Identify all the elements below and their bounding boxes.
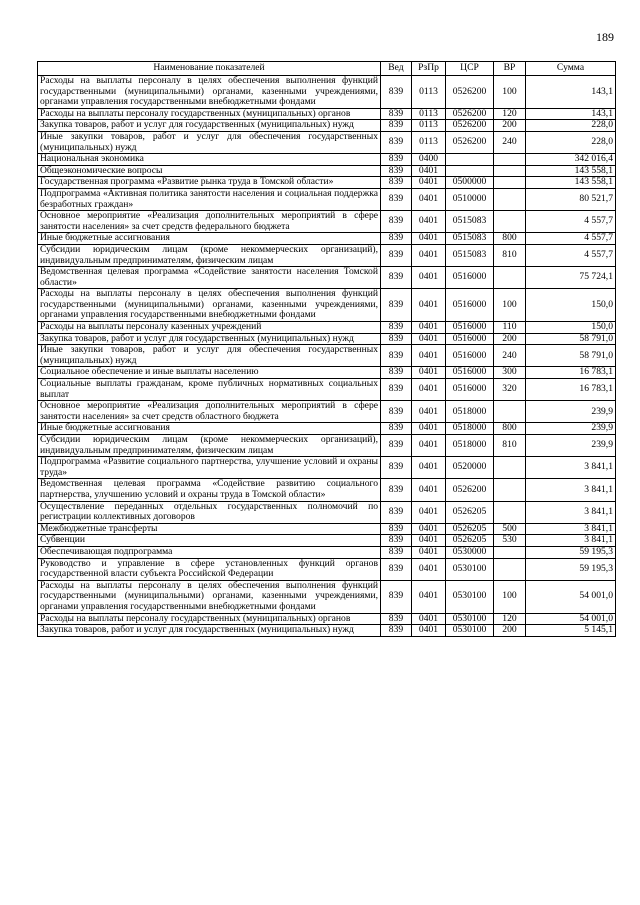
table-row (38, 345, 616, 367)
row-rzpr: 0401 (412, 423, 446, 435)
row-rzpr: 0401 (412, 379, 446, 401)
row-csr: 0500000 (446, 177, 494, 189)
row-name: Обеспечивающая подпрограмма (38, 546, 381, 558)
row-ved: 839 (381, 165, 412, 177)
row-csr: 0520000 (446, 457, 494, 479)
row-csr: 0518000 (446, 401, 494, 423)
row-csr: 0526205 (446, 501, 494, 523)
row-name: Закупка товаров, работ и услуг для государственных (муниципальных) нужд (38, 120, 381, 132)
table-row (38, 423, 616, 435)
row-ved: 839 (381, 580, 412, 613)
row-sum: 80 521,7 (526, 188, 616, 210)
row-rzpr: 0401 (412, 457, 446, 479)
row-vr: 200 (494, 625, 526, 637)
row-ved: 839 (381, 333, 412, 345)
table-row (38, 580, 616, 613)
row-rzpr: 0401 (412, 244, 446, 266)
table-row (38, 267, 616, 289)
row-ved: 839 (381, 244, 412, 266)
row-ved: 839 (381, 625, 412, 637)
header-vr: ВР (494, 62, 526, 76)
row-csr: 0518000 (446, 435, 494, 457)
row-rzpr: 0401 (412, 523, 446, 535)
row-rzpr: 0401 (412, 177, 446, 189)
header-sum: Сумма (526, 62, 616, 76)
row-ved: 839 (381, 322, 412, 334)
row-csr: 0518000 (446, 423, 494, 435)
row-rzpr: 0113 (412, 108, 446, 120)
row-sum: 143,1 (526, 108, 616, 120)
table-row (38, 401, 616, 423)
row-vr (494, 501, 526, 523)
row-vr (494, 211, 526, 233)
row-vr: 530 (494, 535, 526, 547)
row-csr: 0526205 (446, 535, 494, 547)
table-row (38, 289, 616, 322)
row-sum: 3 841,1 (526, 535, 616, 547)
page-number: 189 (596, 30, 614, 44)
row-csr: 0530100 (446, 580, 494, 613)
row-rzpr: 0401 (412, 367, 446, 379)
row-sum: 228,0 (526, 120, 616, 132)
row-rzpr: 0113 (412, 76, 446, 109)
table-body (38, 76, 616, 637)
row-vr: 120 (494, 613, 526, 625)
row-vr (494, 165, 526, 177)
row-sum: 16 783,1 (526, 367, 616, 379)
row-ved: 839 (381, 479, 412, 501)
row-csr: 0526200 (446, 76, 494, 109)
row-vr (494, 546, 526, 558)
row-sum: 228,0 (526, 131, 616, 153)
table-row (38, 367, 616, 379)
row-vr: 100 (494, 76, 526, 109)
header-rzpr: РзПр (412, 62, 446, 76)
row-csr: 0516000 (446, 289, 494, 322)
row-name: Общеэкономические вопросы (38, 165, 381, 177)
row-vr: 800 (494, 423, 526, 435)
row-sum: 3 841,1 (526, 479, 616, 501)
row-ved: 839 (381, 613, 412, 625)
row-csr: 0516000 (446, 333, 494, 345)
row-name: Подпрограмма «Активная политика занятости населения и социальная поддержка безработных граждан» (38, 188, 381, 210)
row-csr: 0530100 (446, 625, 494, 637)
row-name: Расходы на выплаты персоналу в целях обеспечения выполнения функций государственными (муниципальными) органами, казенными учреждениями, органами управления государственными внебюджетными фондами (38, 76, 381, 109)
table-row (38, 244, 616, 266)
row-vr: 300 (494, 367, 526, 379)
row-ved: 839 (381, 546, 412, 558)
row-vr: 240 (494, 345, 526, 367)
table-row (38, 211, 616, 233)
row-vr (494, 154, 526, 166)
table-row (38, 379, 616, 401)
row-name: Национальная экономика (38, 154, 381, 166)
row-sum: 143 558,1 (526, 177, 616, 189)
row-vr: 500 (494, 523, 526, 535)
row-sum: 16 783,1 (526, 379, 616, 401)
row-csr: 0516000 (446, 267, 494, 289)
row-ved: 839 (381, 367, 412, 379)
row-vr (494, 177, 526, 189)
table-row (38, 322, 616, 334)
table-row (38, 154, 616, 166)
row-sum: 239,9 (526, 401, 616, 423)
row-ved: 839 (381, 501, 412, 523)
row-vr: 240 (494, 131, 526, 153)
row-sum: 5 145,1 (526, 625, 616, 637)
row-vr (494, 479, 526, 501)
row-name: Закупка товаров, работ и услуг для государственных (муниципальных) нужд (38, 333, 381, 345)
table-row (38, 131, 616, 153)
row-ved: 839 (381, 131, 412, 153)
row-vr (494, 457, 526, 479)
row-sum: 3 841,1 (526, 457, 616, 479)
table-row (38, 120, 616, 132)
row-sum: 150,0 (526, 289, 616, 322)
table-row (38, 188, 616, 210)
table-row (38, 523, 616, 535)
row-csr: 0526205 (446, 523, 494, 535)
row-rzpr: 0401 (412, 625, 446, 637)
table-row (38, 108, 616, 120)
row-rzpr: 0401 (412, 188, 446, 210)
table-row (38, 613, 616, 625)
row-name: Осуществление переданных отдельных государственных полномочий по регистрации коллективных договоров (38, 501, 381, 523)
row-name: Иные закупки товаров, работ и услуг для обеспечения государственных (муниципальных) нужд (38, 345, 381, 367)
table-row (38, 76, 616, 109)
row-ved: 839 (381, 457, 412, 479)
row-sum: 239,9 (526, 435, 616, 457)
row-ved: 839 (381, 267, 412, 289)
row-vr: 110 (494, 322, 526, 334)
row-name: Социальные выплаты гражданам, кроме публичных нормативных социальных выплат (38, 379, 381, 401)
row-name: Ведомственная целевая программа «Содействие занятости населения Томской области» (38, 267, 381, 289)
row-ved: 839 (381, 120, 412, 132)
row-ved: 839 (381, 76, 412, 109)
row-vr: 810 (494, 244, 526, 266)
row-ved: 839 (381, 188, 412, 210)
row-sum: 75 724,1 (526, 267, 616, 289)
row-sum: 3 841,1 (526, 523, 616, 535)
row-ved: 839 (381, 379, 412, 401)
row-sum: 239,9 (526, 423, 616, 435)
table-row (38, 177, 616, 189)
row-rzpr: 0401 (412, 345, 446, 367)
row-csr: 0515083 (446, 244, 494, 266)
row-rzpr: 0401 (412, 333, 446, 345)
row-sum: 3 841,1 (526, 501, 616, 523)
row-csr: 0526200 (446, 108, 494, 120)
row-vr: 200 (494, 333, 526, 345)
table-row (38, 233, 616, 245)
row-name: Иные бюджетные ассигнования (38, 423, 381, 435)
row-vr (494, 267, 526, 289)
table-row (38, 479, 616, 501)
row-name: Иные бюджетные ассигнования (38, 233, 381, 245)
row-rzpr: 0401 (412, 233, 446, 245)
row-csr: 0530100 (446, 558, 494, 580)
row-name: Социальное обеспечение и иные выплаты населению (38, 367, 381, 379)
table-row (38, 501, 616, 523)
row-csr: 0516000 (446, 379, 494, 401)
row-csr: 0515083 (446, 233, 494, 245)
row-ved: 839 (381, 401, 412, 423)
header-name: Наименование показателей (38, 62, 381, 76)
row-ved: 839 (381, 558, 412, 580)
row-name: Расходы на выплаты персоналу в целях обеспечения выполнения функций государственными (муниципальными) органами, казенными учреждениями, органами управления государственными внебюджетными фондами (38, 289, 381, 322)
row-name: Государственная программа «Развитие рынка труда в Томской области» (38, 177, 381, 189)
row-sum: 54 001,0 (526, 613, 616, 625)
row-rzpr: 0401 (412, 165, 446, 177)
row-rzpr: 0401 (412, 289, 446, 322)
table-row (38, 558, 616, 580)
row-sum: 342 016,4 (526, 154, 616, 166)
row-csr: 0526200 (446, 131, 494, 153)
row-vr (494, 558, 526, 580)
row-sum: 58 791,0 (526, 345, 616, 367)
row-sum: 59 195,3 (526, 546, 616, 558)
row-ved: 839 (381, 211, 412, 233)
row-csr: 0530100 (446, 613, 494, 625)
row-name: Расходы на выплаты персоналу казенных учреждений (38, 322, 381, 334)
row-name: Подпрограмма «Развитие социального партнерства, улучшение условий и охраны труда» (38, 457, 381, 479)
row-rzpr: 0401 (412, 211, 446, 233)
row-name: Субвенции (38, 535, 381, 547)
row-name: Закупка товаров, работ и услуг для государственных (муниципальных) нужд (38, 625, 381, 637)
row-rzpr: 0401 (412, 267, 446, 289)
row-sum: 4 557,7 (526, 211, 616, 233)
row-ved: 839 (381, 233, 412, 245)
row-sum: 4 557,7 (526, 244, 616, 266)
row-name: Субсидии юридическим лицам (кроме некоммерческих организаций), индивидуальным предпринимателям, физическим лицам (38, 435, 381, 457)
row-name: Субсидии юридическим лицам (кроме некоммерческих организаций), индивидуальным предпринимателям, физическим лицам (38, 244, 381, 266)
row-vr: 810 (494, 435, 526, 457)
table-row (38, 333, 616, 345)
row-vr: 100 (494, 289, 526, 322)
row-vr (494, 401, 526, 423)
row-name: Руководство и управление в сфере установленных функций органов государственной власти субъекта Российской Федерации (38, 558, 381, 580)
row-name: Расходы на выплаты персоналу в целях обеспечения выполнения функций государственными (муниципальными) органами, казенными учреждениями, органами управления государственными внебюджетными фондами (38, 580, 381, 613)
table-header-row (38, 62, 616, 76)
row-ved: 839 (381, 423, 412, 435)
row-rzpr: 0401 (412, 435, 446, 457)
row-rzpr: 0401 (412, 401, 446, 423)
row-rzpr: 0401 (412, 546, 446, 558)
row-name: Основное мероприятие «Реализация дополнительных мероприятий в сфере занятости населения» за счет средств областного бюджета (38, 401, 381, 423)
row-ved: 839 (381, 154, 412, 166)
header-ved: Вед (381, 62, 412, 76)
row-rzpr: 0401 (412, 580, 446, 613)
row-rzpr: 0401 (412, 613, 446, 625)
row-csr: 0516000 (446, 345, 494, 367)
table-row (38, 546, 616, 558)
row-ved: 839 (381, 289, 412, 322)
row-name: Расходы на выплаты персоналу государственных (муниципальных) органов (38, 613, 381, 625)
row-sum: 59 195,3 (526, 558, 616, 580)
row-csr: 0516000 (446, 367, 494, 379)
table-row (38, 435, 616, 457)
row-sum: 143 558,1 (526, 165, 616, 177)
row-csr (446, 165, 494, 177)
table-row (38, 165, 616, 177)
row-sum: 150,0 (526, 322, 616, 334)
row-sum: 58 791,0 (526, 333, 616, 345)
row-rzpr: 0113 (412, 131, 446, 153)
row-ved: 839 (381, 535, 412, 547)
row-csr: 0530000 (446, 546, 494, 558)
row-sum: 4 557,7 (526, 233, 616, 245)
row-vr: 120 (494, 108, 526, 120)
row-rzpr: 0113 (412, 120, 446, 132)
row-sum: 143,1 (526, 76, 616, 109)
budget-table (37, 61, 616, 637)
row-ved: 839 (381, 523, 412, 535)
row-name: Межбюджетные трансферты (38, 523, 381, 535)
row-sum: 54 001,0 (526, 580, 616, 613)
row-rzpr: 0401 (412, 535, 446, 547)
row-ved: 839 (381, 345, 412, 367)
row-vr: 800 (494, 233, 526, 245)
row-rzpr: 0400 (412, 154, 446, 166)
row-name: Иные закупки товаров, работ и услуг для обеспечения государственных (муниципальных) нужд (38, 131, 381, 153)
row-csr: 0510000 (446, 188, 494, 210)
row-rzpr: 0401 (412, 322, 446, 334)
row-vr (494, 188, 526, 210)
row-csr: 0526200 (446, 120, 494, 132)
row-csr: 0526200 (446, 479, 494, 501)
row-ved: 839 (381, 177, 412, 189)
row-ved: 839 (381, 435, 412, 457)
row-vr: 100 (494, 580, 526, 613)
row-ved: 839 (381, 108, 412, 120)
row-name: Ведомственная целевая программа «Содействие развитию социального партнерства, улучшению условий и охраны труда в Томской области» (38, 479, 381, 501)
header-csr: ЦСР (446, 62, 494, 76)
table-row (38, 457, 616, 479)
row-csr (446, 154, 494, 166)
row-name: Основное мероприятие «Реализация дополнительных мероприятий в сфере занятости населения» за счет средств федерального бюджета (38, 211, 381, 233)
row-vr: 200 (494, 120, 526, 132)
row-rzpr: 0401 (412, 479, 446, 501)
table-row (38, 625, 616, 637)
row-rzpr: 0401 (412, 501, 446, 523)
row-vr: 320 (494, 379, 526, 401)
row-rzpr: 0401 (412, 558, 446, 580)
row-name: Расходы на выплаты персоналу государственных (муниципальных) органов (38, 108, 381, 120)
row-csr: 0516000 (446, 322, 494, 334)
table-row (38, 535, 616, 547)
row-csr: 0515083 (446, 211, 494, 233)
